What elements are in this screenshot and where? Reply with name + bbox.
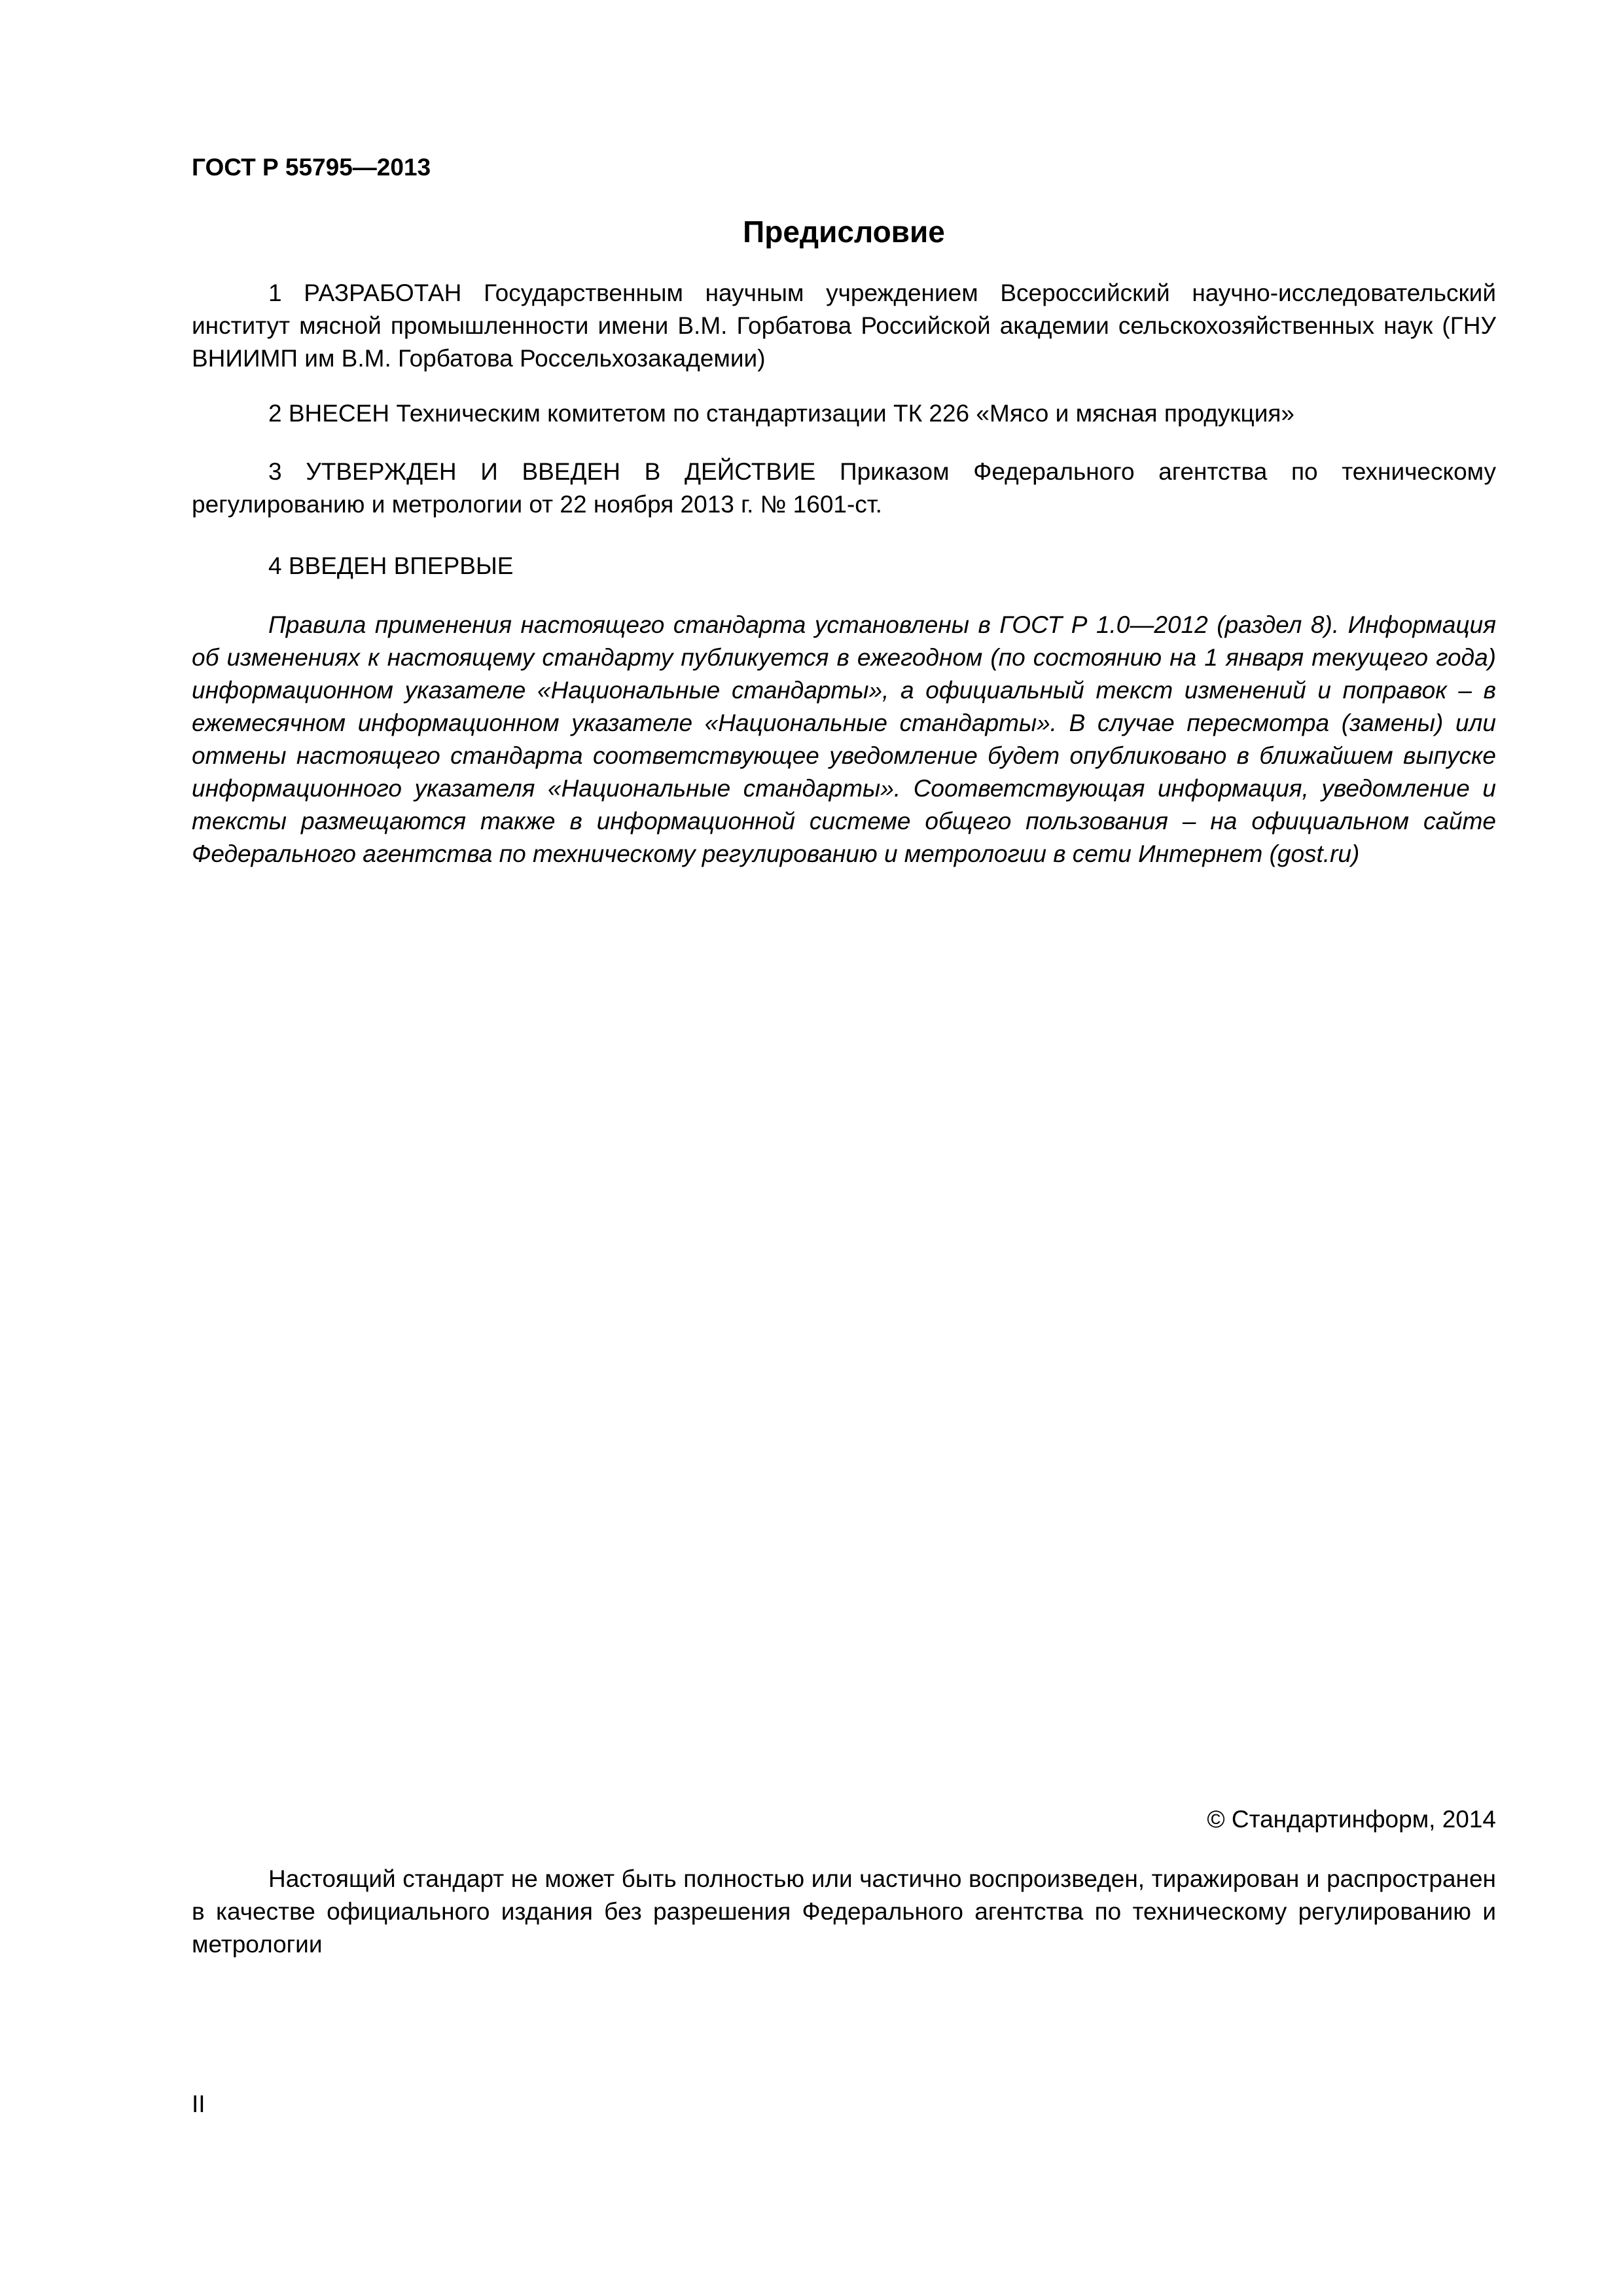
- preface-item-submitted: 2 ВНЕСЕН Техническим комитетом по стандартизации ТК 226 «Мясо и мясная продукция»: [268, 400, 1295, 427]
- preface-item-developed: 1 РАЗРАБОТАН Государственным научным учреждением Всероссийский научно-исследовательский институт мясной промышленности имени В.М. Горбатова Российской академии сельскохозяйственных наук (ГНУ ВНИИМП им В.М. Горбатова Россельхозакадемии): [192, 279, 1496, 372]
- reproduction-notice: Настоящий стандарт не может быть полностью или частично воспроизведен, тиражирован и распространен в качестве официального издания без разрешения Федерального агентства по техническому регулированию и метрологии: [192, 1865, 1496, 1958]
- standard-code-header: ГОСТ Р 55795—2013: [192, 154, 431, 181]
- preface-item-first-introduced: 4 ВВЕДЕН ВПЕРВЫЕ: [268, 552, 514, 579]
- page-number: II: [192, 2090, 205, 2117]
- rules-note-paragraph: Правила применения настоящего стандарта установлены в ГОСТ Р 1.0—2012 (раздел 8). Информация об изменениях к настоящему стандарту публикуется в ежегодном (по состоянию на 1 января текущего года) информационном указателе «Национальные стандарты», а официальный текст изменений и поправок – в ежемесячном информационном указателе «Национальные стандарты». В случае пересмотра (замены) или отмены настоящего стандарта соответствующее уведомление будет опубликовано в ближайшем выпуске информационного указателя «Национальные стандарты». Соответствующая информация, уведомление и тексты размещаются также в информационной системе общего пользования – на официальном сайте Федерального агентства по техническому регулированию и метрологии в сети Интернет (gost.ru): [192, 611, 1496, 867]
- copyright-line: © Стандартинформ, 2014: [1207, 1806, 1496, 1833]
- preface-item-approved: 3 УТВЕРЖДЕН И ВВЕДЕН В ДЕЙСТВИЕ Приказом Федерального агентства по техническому регулированию и метрологии от 22 ноября 2013 г. № 1601-ст.: [192, 458, 1496, 518]
- preface-title: Предисловие: [743, 215, 945, 249]
